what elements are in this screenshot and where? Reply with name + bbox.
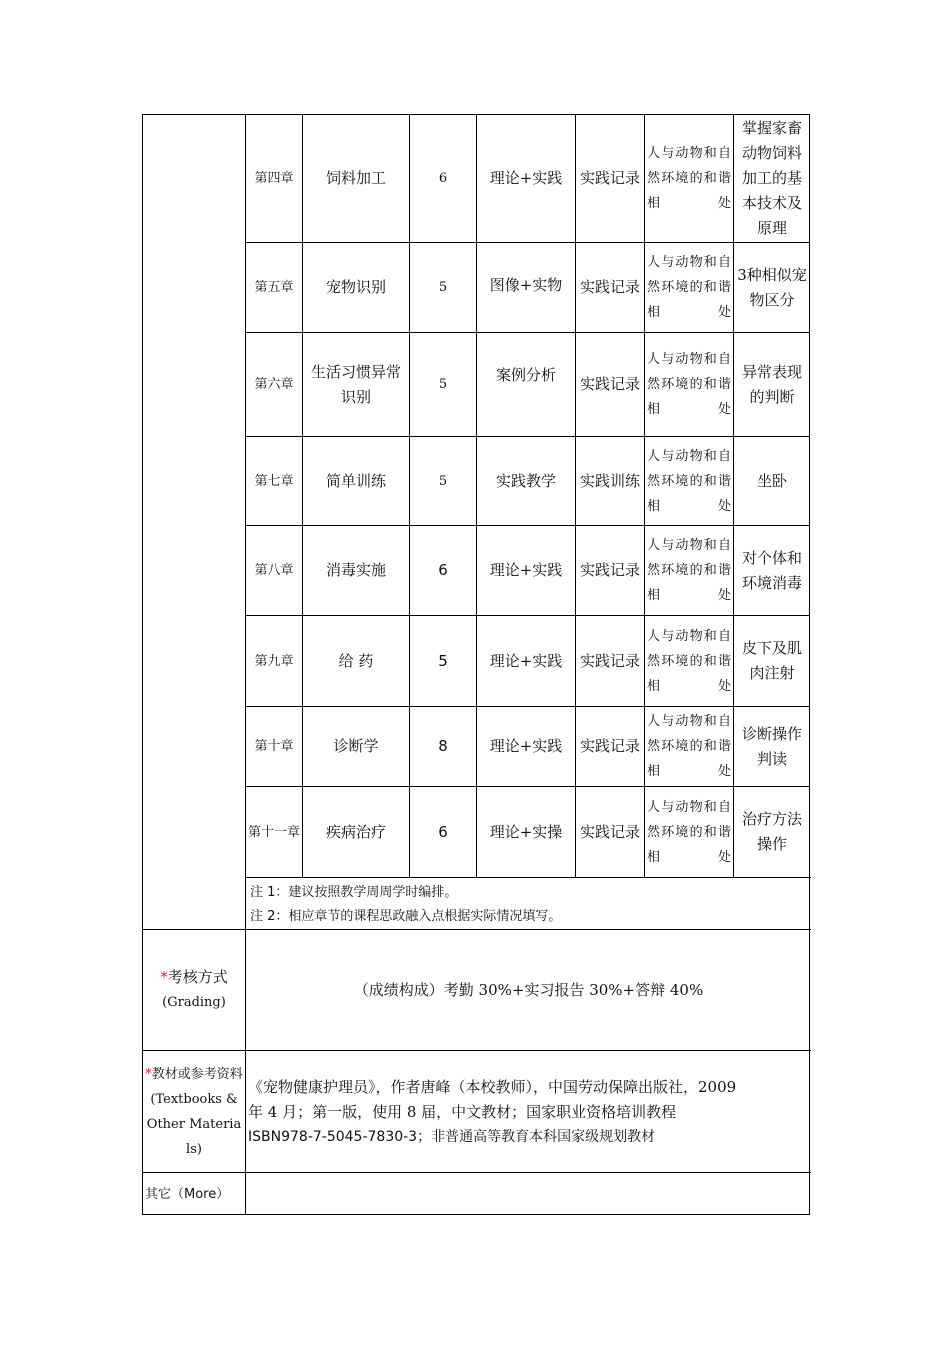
topic-cell xyxy=(302,525,409,615)
textbooks-label-en: (Textbooks & Other Materials) xyxy=(146,1091,242,1157)
assessment-cell-text: 实践记录 xyxy=(579,278,640,296)
hours-cell-text: 6 xyxy=(438,561,448,579)
chapter-cell-text: 第十一章 xyxy=(248,824,301,840)
chapter-cell xyxy=(245,786,302,877)
topic-cell xyxy=(302,706,409,786)
method-cell-text: 理论+实操 xyxy=(489,822,563,841)
method-cell xyxy=(476,706,575,786)
method-cell-text: 实践教学 xyxy=(495,471,556,490)
grading-content-text: （成绩构成）考勤 30%+实习报告 30%+答辩 40% xyxy=(353,980,704,999)
method-cell xyxy=(476,242,575,332)
hours-cell xyxy=(409,242,476,332)
hours-cell-text: 6 xyxy=(438,822,448,841)
topic-cell xyxy=(302,615,409,706)
note-note2: 注 2：相应章节的课程思政融入点根据实际情况填写。 xyxy=(250,909,562,924)
topic-cell-text: 饲料加工 xyxy=(325,169,386,187)
topic-cell-text: 消毒实施 xyxy=(325,561,386,579)
goal-cell xyxy=(733,115,810,242)
method-cell xyxy=(476,332,575,436)
goal-cell xyxy=(733,615,810,706)
chapter-cell xyxy=(245,115,302,242)
textbooks-label-cell xyxy=(143,1050,245,1172)
method-cell-text: 理论+实践 xyxy=(489,737,563,755)
chapter-cell xyxy=(245,615,302,706)
goal-cell-text: 坐卧 xyxy=(756,471,787,490)
assessment-cell-text: 实践记录 xyxy=(579,375,640,393)
topic-cell xyxy=(302,115,409,242)
hours-cell xyxy=(409,332,476,436)
goal-cell-text: 治疗方法操作 xyxy=(741,810,802,853)
method-cell-text: 案例分析 xyxy=(495,366,556,384)
assessment-cell xyxy=(575,436,644,525)
chapter-cell-text: 第九章 xyxy=(254,653,294,669)
method-cell xyxy=(476,615,575,706)
chapter-cell xyxy=(245,242,302,332)
chapter-cell xyxy=(245,332,302,436)
assessment-cell xyxy=(575,706,644,786)
assessment-cell xyxy=(575,115,644,242)
method-cell xyxy=(476,786,575,877)
grading-label-en: (Grading) xyxy=(162,995,226,1010)
goal-cell-text: 掌握家畜动物饲料加工的基本技术及原理 xyxy=(741,119,802,237)
textbook-line-3: ISBN978-7-5045-7830-3；非普通高等教育本科国家级规划教材 xyxy=(248,1129,656,1145)
grading-label-cell xyxy=(143,929,245,1050)
ideology-cell xyxy=(644,115,733,242)
chapter-cell-text: 第五章 xyxy=(254,280,294,295)
assessment-cell-text: 实践训练 xyxy=(579,471,640,490)
hours-cell xyxy=(409,525,476,615)
note-note1: 注 1：建议按照教学周周学时编排。 xyxy=(250,885,458,900)
topic-cell xyxy=(302,436,409,525)
textbook-line-1: 《宠物健康护理员》，作者唐峰（本校教师），中国劳动保障出版社，2009 xyxy=(248,1078,737,1096)
textbook-line-2: 年 4 月；第一版，使用 8 届，中文教材；国家职业资格培训教程 xyxy=(248,1103,677,1121)
topic-cell-text: 疾病治疗 xyxy=(325,822,386,841)
goal-cell xyxy=(733,332,810,436)
more-label xyxy=(143,1172,245,1215)
more-label-text: 其它（More） xyxy=(145,1186,230,1202)
chapter-cell xyxy=(245,436,302,525)
hours-cell-text: 6 xyxy=(438,171,448,186)
method-cell xyxy=(476,115,575,242)
schedule-left-blank xyxy=(143,115,245,929)
ideology-cell-text: 人与动物和自然环境的和谐相处 xyxy=(647,352,731,417)
hours-cell-text: 5 xyxy=(438,377,448,392)
topic-cell xyxy=(302,242,409,332)
ideology-cell xyxy=(644,332,733,436)
textbooks-content xyxy=(245,1050,811,1172)
chapter-cell-text: 第十章 xyxy=(254,739,294,754)
topic-cell xyxy=(302,332,409,436)
ideology-cell xyxy=(644,615,733,706)
hours-cell-text: 5 xyxy=(438,651,448,670)
goal-cell xyxy=(733,706,810,786)
hours-cell xyxy=(409,615,476,706)
chapter-cell-text: 第六章 xyxy=(254,377,294,392)
assessment-cell-text: 实践记录 xyxy=(579,651,640,670)
assessment-cell xyxy=(575,332,644,436)
hours-cell xyxy=(409,115,476,242)
hours-cell-text: 5 xyxy=(438,280,448,295)
ideology-cell-text: 人与动物和自然环境的和谐相处 xyxy=(647,146,731,211)
goal-cell xyxy=(733,436,810,525)
ideology-cell-text: 人与动物和自然环境的和谐相处 xyxy=(647,799,731,865)
required-star: * xyxy=(160,968,168,986)
syllabus-table xyxy=(142,114,810,1215)
grading-label-cn: 考核方式 xyxy=(167,968,228,986)
goal-cell-text: 诊断操作判读 xyxy=(741,724,802,768)
hours-cell-text: 8 xyxy=(438,737,448,755)
topic-cell-text: 简单训练 xyxy=(325,471,386,490)
ideology-cell-text: 人与动物和自然环境的和谐相处 xyxy=(647,448,731,514)
ideology-cell xyxy=(644,706,733,786)
chapter-cell xyxy=(245,525,302,615)
assessment-cell xyxy=(575,615,644,706)
assessment-cell-text: 实践记录 xyxy=(579,169,640,187)
required-star: * xyxy=(145,1066,152,1082)
ideology-cell-text: 人与动物和自然环境的和谐相处 xyxy=(647,628,731,694)
ideology-cell xyxy=(644,242,733,332)
grading-content xyxy=(245,929,811,1050)
ideology-cell xyxy=(644,525,733,615)
hours-cell-text: 5 xyxy=(438,473,448,489)
method-cell xyxy=(476,436,575,525)
topic-cell xyxy=(302,786,409,877)
textbooks-label-cn: 教材或参考资料 xyxy=(151,1066,243,1082)
topic-cell-text: 给 药 xyxy=(338,651,374,670)
assessment-cell xyxy=(575,242,644,332)
topic-cell-text: 生活习惯异常识别 xyxy=(310,362,401,406)
chapter-cell xyxy=(245,706,302,786)
assessment-cell xyxy=(575,786,644,877)
assessment-cell-text: 实践记录 xyxy=(579,737,640,755)
ideology-cell xyxy=(644,436,733,525)
method-cell-text: 理论+实践 xyxy=(489,651,563,670)
goal-cell-text: 异常表现的判断 xyxy=(741,362,802,406)
goal-cell-text: 对个体和环境消毒 xyxy=(741,548,802,592)
assessment-cell-text: 实践记录 xyxy=(579,822,640,841)
chapter-cell-text: 第八章 xyxy=(254,563,294,578)
ideology-cell xyxy=(644,786,733,877)
grading-label xyxy=(160,965,228,990)
topic-cell-text: 宠物识别 xyxy=(325,278,386,296)
assessment-cell xyxy=(575,525,644,615)
hours-cell xyxy=(409,786,476,877)
assessment-cell-text: 实践记录 xyxy=(579,561,640,579)
ideology-cell-text: 人与动物和自然环境的和谐相处 xyxy=(647,538,731,603)
goal-cell-text: 皮下及肌肉注射 xyxy=(741,639,802,682)
method-cell-text: 图像+实物 xyxy=(489,276,563,294)
topic-cell-text: 诊断学 xyxy=(333,737,379,755)
ideology-cell-text: 人与动物和自然环境的和谐相处 xyxy=(647,255,731,320)
ideology-cell-text: 人与动物和自然环境的和谐相处 xyxy=(647,714,731,779)
chapter-cell-text: 第七章 xyxy=(254,473,294,489)
more-content xyxy=(245,1172,811,1215)
goal-cell xyxy=(733,786,810,877)
goal-cell-text: 3种相似宠物区分 xyxy=(737,265,807,309)
goal-cell xyxy=(733,525,810,615)
method-cell-text: 理论+实践 xyxy=(489,561,563,579)
goal-cell xyxy=(733,242,810,332)
hours-cell xyxy=(409,436,476,525)
chapter-cell-text: 第四章 xyxy=(254,171,294,186)
hours-cell xyxy=(409,706,476,786)
method-cell xyxy=(476,525,575,615)
method-cell-text: 理论+实践 xyxy=(489,169,563,187)
notes-cell xyxy=(245,877,811,929)
